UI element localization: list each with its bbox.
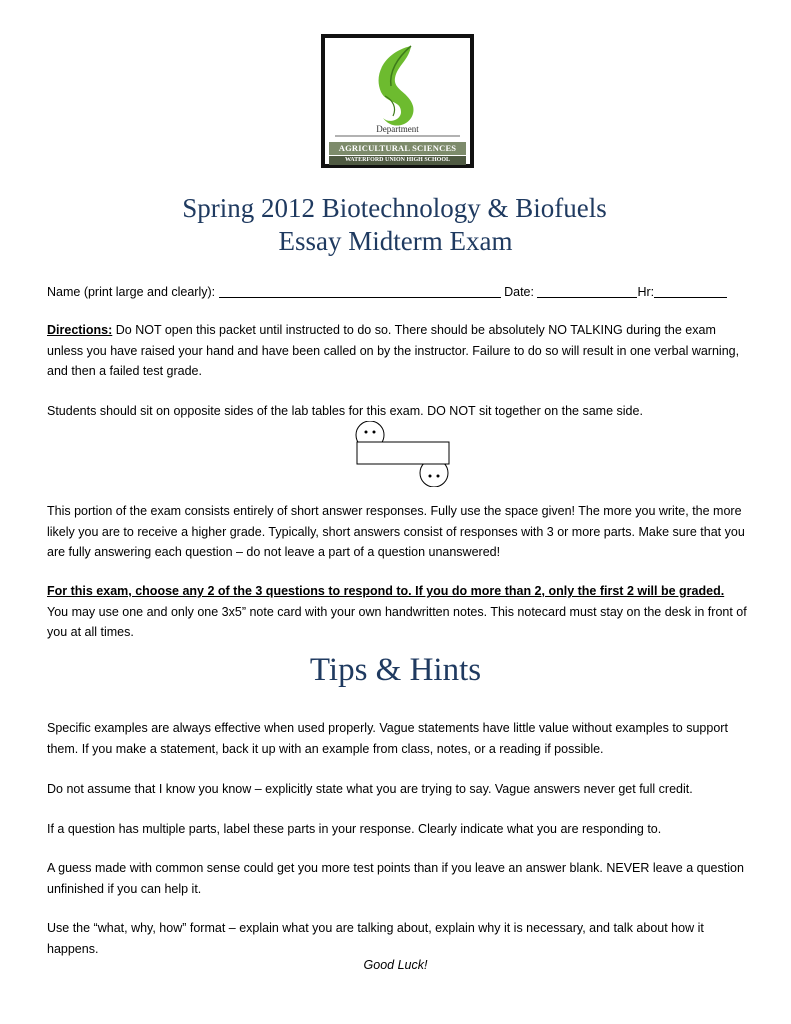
student-info-line — [47, 282, 747, 303]
question-choice-paragraph — [47, 581, 747, 643]
directions-label: Directions: — [47, 323, 113, 337]
directions-paragraph — [47, 320, 747, 382]
hr-blank[interactable] — [654, 283, 727, 298]
logo-department-text: Department — [376, 124, 419, 134]
seating-paragraph: Students should sit on opposite sides of the lab tables for this exam. DO NOT sit together on the same side. — [47, 404, 643, 418]
tips-heading: Tips & Hints — [309, 652, 482, 688]
directions-text: Do NOT open this packet until instructed to do so. There should be absolutely NO TALKING during the exam unless you have raised your hand and have been called on by the instructor. Failure to do so will result in one verbal warning, and then a failed test grade. — [47, 323, 740, 378]
tip-item: A guess made with common sense could get you more test points than if you leave an answer blank. NEVER leave a question unfinished if you can help it. — [47, 861, 744, 896]
name-blank[interactable] — [219, 283, 501, 298]
seating-diagram — [354, 421, 454, 487]
tip-item: Use the “what, why, how” format – explain what you are talking about, explain why it is necessary, and talk about how it happens. — [47, 921, 704, 956]
tip-item: Do not assume that I know you know – explicitly state what you are trying to say. Vague answers never get full credit. — [47, 782, 693, 796]
name-label: Name (print large and clearly): — [47, 285, 216, 299]
logo-school-text: WATERFORD UNION HIGH SCHOOL — [329, 156, 466, 165]
exam-subtitle: Essay Midterm Exam — [278, 226, 513, 256]
question-choice-rule: For this exam, choose any 2 of the 3 questions to respond to. If you do more than 2, only the first 2 will be graded. — [47, 584, 725, 598]
instructions-paragraph: This portion of the exam consists entirely of short answer responses. Fully use the space given! The more you write, the more likely you are to receive a higher grade. Typically, short answers consist of responses with 3 or more parts. Make sure that you are fully answering each question – do not leave a part of a question unanswered! — [47, 504, 745, 559]
department-logo — [321, 34, 474, 168]
tip-item: Specific examples are always effective when used properly. Vague statements have little value without examples to support them. If you make a statement, back it up with an example from class, notes, or a reading if possible. — [47, 721, 728, 756]
tip-item: If a question has multiple parts, label these parts in your response. Clearly indicate what you are responding to. — [47, 822, 662, 836]
notecard-rule: You may use one and only one 3x5” note card with your own handwritten notes. This notecard must stay on the desk in front of you at all times. — [47, 604, 747, 639]
date-label: Date: — [504, 285, 534, 299]
exam-title: Spring 2012 Biotechnology & Biofuels — [182, 193, 607, 223]
logo-agricultural-text: AGRICULTURAL SCIENCES — [329, 142, 466, 155]
date-blank[interactable] — [537, 283, 637, 298]
closing-text: Good Luck! — [363, 958, 428, 972]
hr-label: Hr: — [637, 285, 655, 299]
